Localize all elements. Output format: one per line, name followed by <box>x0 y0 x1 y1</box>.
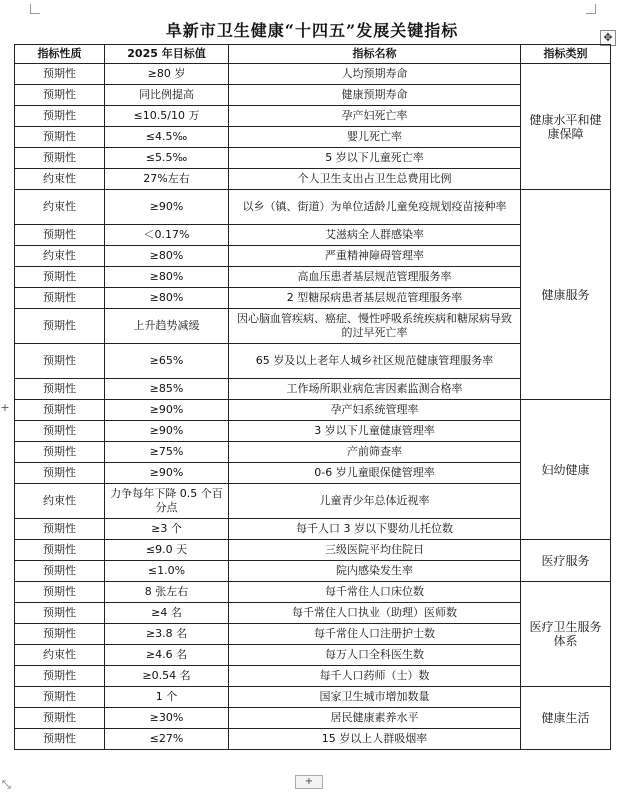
cell-nature: 约束性 <box>15 645 105 666</box>
cell-target: ≤9.0 天 <box>105 540 229 561</box>
table-row <box>15 582 611 603</box>
cell-nature: 预期性 <box>15 519 105 540</box>
add-row-button[interactable]: + <box>295 775 323 789</box>
table-row <box>15 64 611 85</box>
cell-nature: 预期性 <box>15 148 105 169</box>
cell-nature: 预期性 <box>15 708 105 729</box>
insert-row-icon[interactable]: + <box>0 401 10 414</box>
cell-target: 27%左右 <box>105 169 229 190</box>
cell-target: ≥80% <box>105 246 229 267</box>
crop-mark-top-left <box>30 4 40 14</box>
cell-nature: 预期性 <box>15 463 105 484</box>
cell-category: 医疗服务 <box>521 540 611 582</box>
cell-nature: 预期性 <box>15 400 105 421</box>
cell-name: 每万人口全科医生数 <box>229 645 521 666</box>
cell-name: 人均预期寿命 <box>229 64 521 85</box>
cell-target: ≥90% <box>105 421 229 442</box>
cell-nature: 预期性 <box>15 309 105 344</box>
cell-name: 居民健康素养水平 <box>229 708 521 729</box>
cell-name: 65 岁及以上老年人城乡社区规范健康管理服务率 <box>229 344 521 379</box>
cell-category: 健康水平和健康保障 <box>521 64 611 190</box>
cell-name: 以乡（镇、街道）为单位适龄儿童免疫规划疫苗接种率 <box>229 190 521 225</box>
cell-name: 艾滋病全人群感染率 <box>229 225 521 246</box>
table-row <box>15 687 611 708</box>
cell-nature: 预期性 <box>15 603 105 624</box>
cell-target: ≤27% <box>105 729 229 750</box>
cell-name: 孕产妇死亡率 <box>229 106 521 127</box>
cell-nature: 预期性 <box>15 582 105 603</box>
header-name: 指标名称 <box>229 45 521 64</box>
cell-nature: 约束性 <box>15 169 105 190</box>
cell-target: ≤4.5‰ <box>105 127 229 148</box>
cell-nature: 预期性 <box>15 421 105 442</box>
cell-nature: 预期性 <box>15 624 105 645</box>
cell-name: 5 岁以下儿童死亡率 <box>229 148 521 169</box>
crop-mark-top-right <box>586 4 596 14</box>
cell-name: 婴儿死亡率 <box>229 127 521 148</box>
cell-nature: 预期性 <box>15 225 105 246</box>
indicators-table-wrapper <box>14 44 610 750</box>
cell-nature: 预期性 <box>15 666 105 687</box>
cell-nature: 预期性 <box>15 344 105 379</box>
cell-category: 医疗卫生服务体系 <box>521 582 611 687</box>
table-move-handle-icon[interactable]: ✥ <box>600 30 616 46</box>
cell-name: 三级医院平均住院日 <box>229 540 521 561</box>
cell-name: 个人卫生支出占卫生总费用比例 <box>229 169 521 190</box>
cell-nature: 预期性 <box>15 267 105 288</box>
cell-nature: 预期性 <box>15 540 105 561</box>
cell-name: 高血压患者基层规范管理服务率 <box>229 267 521 288</box>
cell-target: ≥65% <box>105 344 229 379</box>
cell-target: 8 张左右 <box>105 582 229 603</box>
cell-name: 15 岁以上人群吸烟率 <box>229 729 521 750</box>
cell-target: ≥85% <box>105 379 229 400</box>
cell-target: 力争每年下降 0.5 个百分点 <box>105 484 229 519</box>
cell-category: 妇幼健康 <box>521 400 611 540</box>
cell-target: ＜0.17% <box>105 225 229 246</box>
cell-name: 国家卫生城市增加数量 <box>229 687 521 708</box>
cell-name: 孕产妇系统管理率 <box>229 400 521 421</box>
cell-nature: 约束性 <box>15 484 105 519</box>
cell-target: ≤10.5/10 万 <box>105 106 229 127</box>
table-row <box>15 190 611 225</box>
cell-name: 严重精神障碍管理率 <box>229 246 521 267</box>
cell-name: 工作场所职业病危害因素监测合格率 <box>229 379 521 400</box>
cell-nature: 约束性 <box>15 190 105 225</box>
cell-name: 健康预期寿命 <box>229 85 521 106</box>
indicators-table <box>14 44 611 750</box>
cell-name: 每千人口药师（士）数 <box>229 666 521 687</box>
cell-target: ≥4.6 名 <box>105 645 229 666</box>
cell-name: 儿童青少年总体近视率 <box>229 484 521 519</box>
document-title: 阜新市卫生健康“十四五”发展关键指标 <box>165 21 459 40</box>
cell-name: 2 型糖尿病患者基层规范管理服务率 <box>229 288 521 309</box>
cell-target: ≥75% <box>105 442 229 463</box>
cell-target: ≥80% <box>105 267 229 288</box>
cell-target: ≥80 岁 <box>105 64 229 85</box>
cell-target: ≥90% <box>105 463 229 484</box>
cell-target: ≥3 个 <box>105 519 229 540</box>
table-resize-icon[interactable]: ⤡ <box>2 778 11 791</box>
cell-name: 院内感染发生率 <box>229 561 521 582</box>
cell-target: ≥80% <box>105 288 229 309</box>
cell-name: 每千人口 3 岁以下婴幼儿托位数 <box>229 519 521 540</box>
cell-target: ≥30% <box>105 708 229 729</box>
table-row <box>15 540 611 561</box>
cell-name: 0-6 岁儿童眼保健管理率 <box>229 463 521 484</box>
cell-name: 3 岁以下儿童健康管理率 <box>229 421 521 442</box>
cell-target: ≥3.8 名 <box>105 624 229 645</box>
cell-nature: 预期性 <box>15 379 105 400</box>
header-nature: 指标性质 <box>15 45 105 64</box>
cell-target: ≤5.5‰ <box>105 148 229 169</box>
cell-category: 健康服务 <box>521 190 611 400</box>
cell-nature: 预期性 <box>15 85 105 106</box>
cell-target: 同比例提高 <box>105 85 229 106</box>
cell-nature: 预期性 <box>15 729 105 750</box>
cell-nature: 预期性 <box>15 687 105 708</box>
cell-nature: 预期性 <box>15 561 105 582</box>
cell-nature: 预期性 <box>15 106 105 127</box>
cell-target: ≥0.54 名 <box>105 666 229 687</box>
cell-name: 每千常住人口执业（助理）医师数 <box>229 603 521 624</box>
cell-category: 健康生活 <box>521 687 611 750</box>
cell-name: 每千常住人口床位数 <box>229 582 521 603</box>
cell-name: 因心脑血管疾病、癌症、慢性呼吸系统疾病和糖尿病导致的过早死亡率 <box>229 309 521 344</box>
cell-target: ≥90% <box>105 400 229 421</box>
cell-target: 1 个 <box>105 687 229 708</box>
header-target: 2025 年目标值 <box>105 45 229 64</box>
cell-nature: 预期性 <box>15 442 105 463</box>
cell-name: 每千常住人口注册护士数 <box>229 624 521 645</box>
table-row <box>15 400 611 421</box>
cell-nature: 约束性 <box>15 246 105 267</box>
cell-nature: 预期性 <box>15 64 105 85</box>
cell-target: 上升趋势减缓 <box>105 309 229 344</box>
cell-nature: 预期性 <box>15 288 105 309</box>
cell-target: ≥4 名 <box>105 603 229 624</box>
cell-target: ≤1.0% <box>105 561 229 582</box>
cell-target: ≥90% <box>105 190 229 225</box>
header-category: 指标类别 <box>521 45 611 64</box>
cell-name: 产前筛查率 <box>229 442 521 463</box>
table-header-row <box>15 45 611 64</box>
cell-nature: 预期性 <box>15 127 105 148</box>
